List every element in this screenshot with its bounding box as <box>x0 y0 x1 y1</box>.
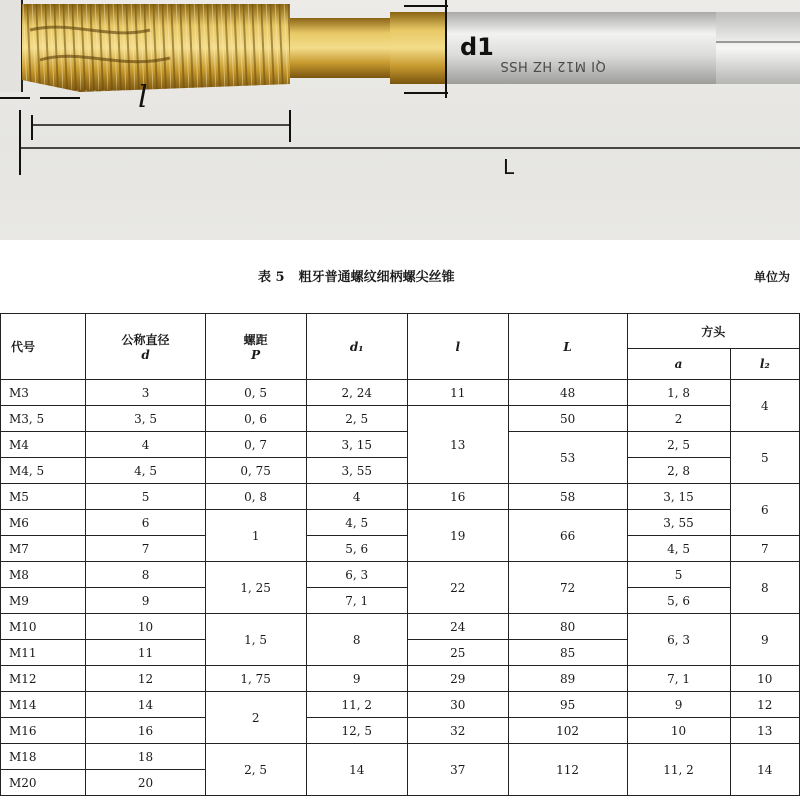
tap-dimension-figure <box>0 0 800 240</box>
cell-d1: 6, 3 <box>306 562 407 588</box>
cell-L: 66 <box>508 510 627 562</box>
table-row <box>1 380 800 406</box>
cell-code: M6 <box>1 510 86 536</box>
cell-a: 2 <box>627 406 730 432</box>
tap-drawing <box>0 0 800 240</box>
cell-L: 95 <box>508 692 627 718</box>
dimension-line-l <box>32 110 290 142</box>
cell-pitch: 1, 5 <box>205 614 306 666</box>
cell-pitch: 0, 6 <box>205 406 306 432</box>
cell-d1: 14 <box>306 744 407 796</box>
cell-d: 10 <box>86 614 205 640</box>
cell-d: 18 <box>86 744 205 770</box>
table-row <box>1 588 800 614</box>
cell-pitch: 2, 5 <box>205 744 306 796</box>
table-row <box>1 744 800 770</box>
cell-l: 37 <box>407 744 508 796</box>
cell-d1: 7, 1 <box>306 588 407 614</box>
cell-d: 16 <box>86 718 205 744</box>
table-row <box>1 484 800 510</box>
table-number: 表 5 <box>258 270 285 285</box>
cell-code: M3 <box>1 380 86 406</box>
left-edge <box>0 0 22 92</box>
cell-pitch: 0, 5 <box>205 380 306 406</box>
header-l2: l₂ <box>730 349 799 380</box>
cell-d: 12 <box>86 666 205 692</box>
table-row <box>1 718 800 744</box>
cell-pitch: 1 <box>205 510 306 562</box>
cell-code: M12 <box>1 666 86 692</box>
cell-d: 4, 5 <box>86 458 205 484</box>
cell-a: 2, 5 <box>627 432 730 458</box>
cell-L: 85 <box>508 640 627 666</box>
cell-d: 5 <box>86 484 205 510</box>
cell-code: M10 <box>1 614 86 640</box>
cell-a: 7, 1 <box>627 666 730 692</box>
cell-code: M5 <box>1 484 86 510</box>
shank-marking: QI M12 HZ HSS <box>500 58 606 73</box>
cell-a: 3, 15 <box>627 484 730 510</box>
cell-l2: 6 <box>730 484 799 536</box>
cell-a: 4, 5 <box>627 536 730 562</box>
cell-l: 13 <box>407 406 508 484</box>
cell-a: 2, 8 <box>627 458 730 484</box>
cell-L: 50 <box>508 406 627 432</box>
cell-L: 102 <box>508 718 627 744</box>
cell-a: 5, 6 <box>627 588 730 614</box>
cell-l2: 5 <box>730 432 799 484</box>
cell-L: 48 <box>508 380 627 406</box>
threaded-section <box>22 4 290 92</box>
tap-neck <box>290 18 390 78</box>
cell-l: 11 <box>407 380 508 406</box>
cell-d: 11 <box>86 640 205 666</box>
cell-code: M7 <box>1 536 86 562</box>
cell-L: 58 <box>508 484 627 510</box>
cell-d1: 8 <box>306 614 407 666</box>
header-pitch: 螺距 P <box>205 314 306 380</box>
cell-l: 22 <box>407 562 508 614</box>
cell-l2: 8 <box>730 562 799 614</box>
cell-l: 25 <box>407 640 508 666</box>
cell-d: 14 <box>86 692 205 718</box>
cell-pitch: 0, 8 <box>205 484 306 510</box>
cell-a: 11, 2 <box>627 744 730 796</box>
cell-d: 9 <box>86 588 205 614</box>
cell-l2: 13 <box>730 718 799 744</box>
table-row <box>1 432 800 458</box>
cell-L: 112 <box>508 744 627 796</box>
cell-d: 8 <box>86 562 205 588</box>
cell-l: 32 <box>407 718 508 744</box>
unit-label: 单位为 <box>754 270 791 284</box>
cell-a: 6, 3 <box>627 614 730 666</box>
cell-a: 9 <box>627 692 730 718</box>
table-row <box>1 406 800 432</box>
cell-code: M9 <box>1 588 86 614</box>
cell-d1: 3, 55 <box>306 458 407 484</box>
header-L: L <box>508 314 627 380</box>
cell-l: 19 <box>407 510 508 562</box>
table-title-text: 粗牙普通螺纹细柄螺尖丝锥 <box>298 270 455 285</box>
header-l: l <box>407 314 508 380</box>
table-row <box>1 692 800 718</box>
table-title <box>258 266 455 285</box>
header-nominal-diameter: 公称直径 d <box>86 314 205 380</box>
table-row <box>1 666 800 692</box>
cell-code: M4 <box>1 432 86 458</box>
cell-a: 3, 55 <box>627 510 730 536</box>
header-a: a <box>627 349 730 380</box>
cell-l2: 14 <box>730 744 799 796</box>
cell-code: M16 <box>1 718 86 744</box>
cell-code: M11 <box>1 640 86 666</box>
cell-l2: 9 <box>730 614 799 666</box>
tap-spec-table <box>0 313 800 796</box>
cell-l2: 10 <box>730 666 799 692</box>
cell-d: 6 <box>86 510 205 536</box>
cell-code: M14 <box>1 692 86 718</box>
thread-length-label: l <box>138 80 148 115</box>
cell-d: 4 <box>86 432 205 458</box>
cell-a: 1, 8 <box>627 380 730 406</box>
cell-l: 30 <box>407 692 508 718</box>
total-length-label: L <box>503 155 515 179</box>
cell-d: 3 <box>86 380 205 406</box>
header-d1: d₁ <box>306 314 407 380</box>
cell-d1: 9 <box>306 666 407 692</box>
header-code: 代号 <box>1 314 86 380</box>
cell-code: M3, 5 <box>1 406 86 432</box>
header-square-head: 方头 <box>627 314 799 349</box>
cell-l: 29 <box>407 666 508 692</box>
cell-L: 89 <box>508 666 627 692</box>
cell-code: M4, 5 <box>1 458 86 484</box>
cell-L: 72 <box>508 562 627 614</box>
cell-l2: 7 <box>730 536 799 562</box>
cell-d1: 5, 6 <box>306 536 407 562</box>
cell-d: 7 <box>86 536 205 562</box>
cell-a: 10 <box>627 718 730 744</box>
cell-pitch: 1, 25 <box>205 562 306 614</box>
cell-d: 3, 5 <box>86 406 205 432</box>
cell-l2: 4 <box>730 380 799 432</box>
cell-code: M20 <box>1 770 86 796</box>
dimension-line-L <box>20 110 800 175</box>
table-row <box>1 614 800 640</box>
table-row <box>1 458 800 484</box>
d1-label: d1 <box>460 33 494 61</box>
cell-pitch: 0, 75 <box>205 458 306 484</box>
cell-d1: 4, 5 <box>306 510 407 536</box>
cell-pitch: 1, 75 <box>205 666 306 692</box>
cell-d1: 2, 24 <box>306 380 407 406</box>
cell-l: 16 <box>407 484 508 510</box>
cell-L: 53 <box>508 432 627 484</box>
table-row <box>1 536 800 562</box>
cell-pitch: 2 <box>205 692 306 744</box>
table-caption <box>0 266 800 288</box>
cell-d1: 11, 2 <box>306 692 407 718</box>
cell-d1: 12, 5 <box>306 718 407 744</box>
cell-L: 80 <box>508 614 627 640</box>
table-row <box>1 510 800 536</box>
cell-l2: 12 <box>730 692 799 718</box>
cell-code: M18 <box>1 744 86 770</box>
cell-d1: 2, 5 <box>306 406 407 432</box>
cell-d1: 3, 15 <box>306 432 407 458</box>
tap-collar <box>390 12 446 84</box>
cell-pitch: 0, 7 <box>205 432 306 458</box>
cell-code: M8 <box>1 562 86 588</box>
tap-square-drive <box>716 12 800 84</box>
cell-l: 24 <box>407 614 508 640</box>
cell-d1: 4 <box>306 484 407 510</box>
cell-a: 5 <box>627 562 730 588</box>
cell-d: 20 <box>86 770 205 796</box>
table-row <box>1 562 800 588</box>
